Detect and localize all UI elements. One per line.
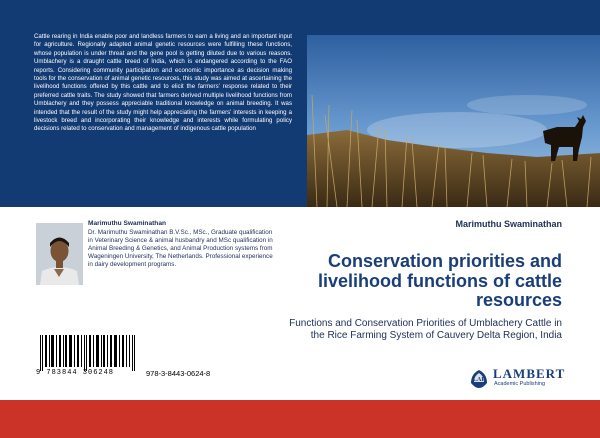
- publisher-logo: [468, 367, 566, 391]
- isbn-number: 978-3-8443-0624-8: [146, 369, 211, 378]
- abstract-text: Cattle rearing in India enable poor and landless farmers to earn a living and an important input for agriculture. Regionally adapted animal genetic resources were fulfilling these functions, whose population is under threat and the gene pool is getting diluted due to various reasons. Umblachery is a draught cattle breed of India, which is endangered according to the FAO reports. Considering community participation and economic importance as decision making tools for the conservation of animal genetic resources, this study was aimed at ascertaining the livelihood functions offered by this cattle and to elicit the farmers' response related to their preferred cattle traits. The study showed that farmers derived multiple livelihood functions from Umblachery and they possess appreciable traditional knowledge on animal breeding. It was intended that the result of the study might help appreciating the farmers' interests in keeping a livestock breed and incorporating their knowledge and interests while formulating policy decisions related to conservation and management of indigenous cattle population: [34, 33, 292, 133]
- barcode-digits: 9 783844 306248: [36, 369, 115, 377]
- bio-text: Dr. Marimuthu Swaminathan B.V.Sc., MSc., Graduate qualification in Veterinary Science & animal husbandry and MSc qualification in Animal Breeding & Genetics, and Animal Production systems from Wageningen University, The Netherlands. Professional experience in dairy development programs.: [88, 229, 273, 268]
- book-title: Conservation priorities and livelihood functions of cattle resources: [317, 251, 562, 310]
- publisher-mark-text: LAP: [473, 377, 485, 383]
- book-subtitle: Functions and Conservation Priorities of Umblachery Cattle in the Rice Farming System of Cauvery Delta Region, India: [289, 318, 562, 341]
- publisher-mark-icon: [468, 368, 490, 390]
- publisher-name: LAMBERT: [493, 366, 566, 381]
- cover-bottom-band: [0, 400, 600, 438]
- bio-author-name: Marimuthu Swaminathan: [88, 220, 167, 227]
- author-photo: [36, 223, 83, 285]
- barcode: [38, 335, 138, 371]
- publisher-subtitle: Academic Publishing: [494, 381, 546, 387]
- author-name: Marimuthu Swaminathan: [455, 219, 562, 229]
- cover-photo-bull-silhouette: [307, 35, 600, 207]
